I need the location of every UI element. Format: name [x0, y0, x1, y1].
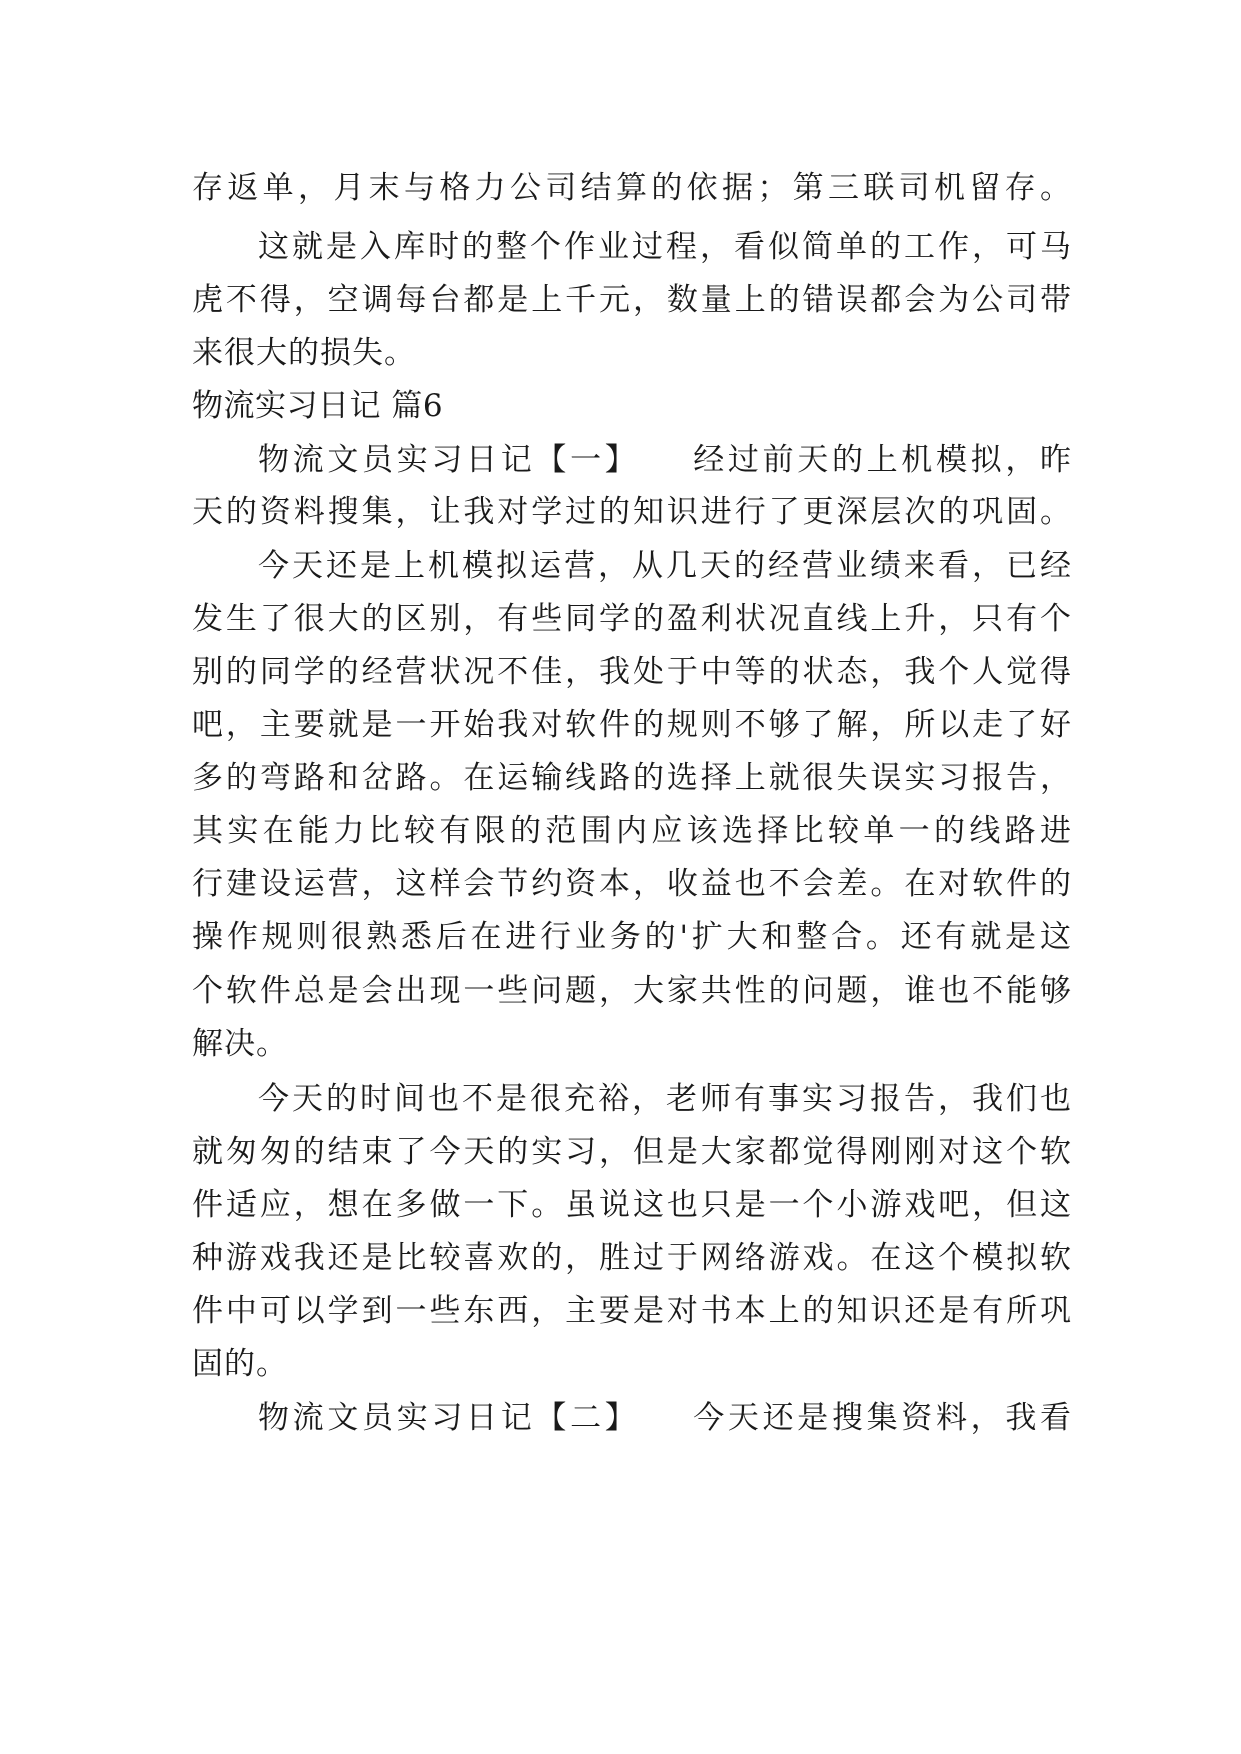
text-line: 个软件总是会出现一些问题，大家共性的问题，谁也不能够 [192, 973, 1072, 1009]
text-line: 虎不得，空调每台都是上千元，数量上的错误都会为公司带 [192, 282, 1072, 318]
text-line: 件适应，想在多做一下。虽说这也只是一个小游戏吧，但这 [192, 1187, 1072, 1223]
paragraph-first-line: 物流文员实习日记【二】 今天还是搜集资料，我看 [258, 1400, 1072, 1436]
paragraph-first-line: 今天还是上机模拟运营，从几天的经营业绩来看，已经 [258, 548, 1072, 584]
text-line: 就匆匆的结束了今天的实习，但是大家都觉得刚刚对这个软 [192, 1134, 1072, 1170]
text-line: 固的。 [192, 1346, 288, 1382]
text-line: 别的同学的经营状况不佳，我处于中等的状态，我个人觉得 [192, 654, 1072, 690]
text-line: 种游戏我还是比较喜欢的，胜过于网络游戏。在这个模拟软 [192, 1240, 1072, 1276]
text-line: 多的弯路和岔路。在运输线路的选择上就很失误实习报告， [192, 760, 1072, 796]
text-line: 行建设运营，这样会节约资本，收益也不会差。在对软件的 [192, 866, 1072, 902]
text-line: 操作规则很熟悉后在进行业务的'扩大和整合。还有就是这 [192, 919, 1072, 955]
text-line: 存返单，月末与格力公司结算的依据；第三联司机留存。 [192, 170, 1072, 206]
text-line: 来很大的损失。 [192, 335, 416, 371]
text-line: 天的资料搜集，让我对学过的知识进行了更深层次的巩固。 [192, 494, 1072, 530]
paragraph-first-line: 今天的时间也不是很充裕，老师有事实习报告，我们也 [258, 1081, 1072, 1117]
section-heading: 物流实习日记 篇6 [192, 388, 444, 424]
text-line: 吧，主要就是一开始我对软件的规则不够了解，所以走了好 [192, 707, 1072, 743]
text-line: 解决。 [192, 1026, 288, 1062]
paragraph-first-line: 这就是入库时的整个作业过程，看似简单的工作，可马 [258, 229, 1072, 265]
text-line: 发生了很大的区别，有些同学的盈利状况直线上升，只有个 [192, 601, 1072, 637]
paragraph-first-line: 物流文员实习日记【一】 经过前天的上机模拟，昨 [258, 442, 1072, 478]
text-line: 其实在能力比较有限的范围内应该选择比较单一的线路进 [192, 813, 1072, 849]
text-line: 件中可以学到一些东西，主要是对书本上的知识还是有所巩 [192, 1293, 1072, 1329]
